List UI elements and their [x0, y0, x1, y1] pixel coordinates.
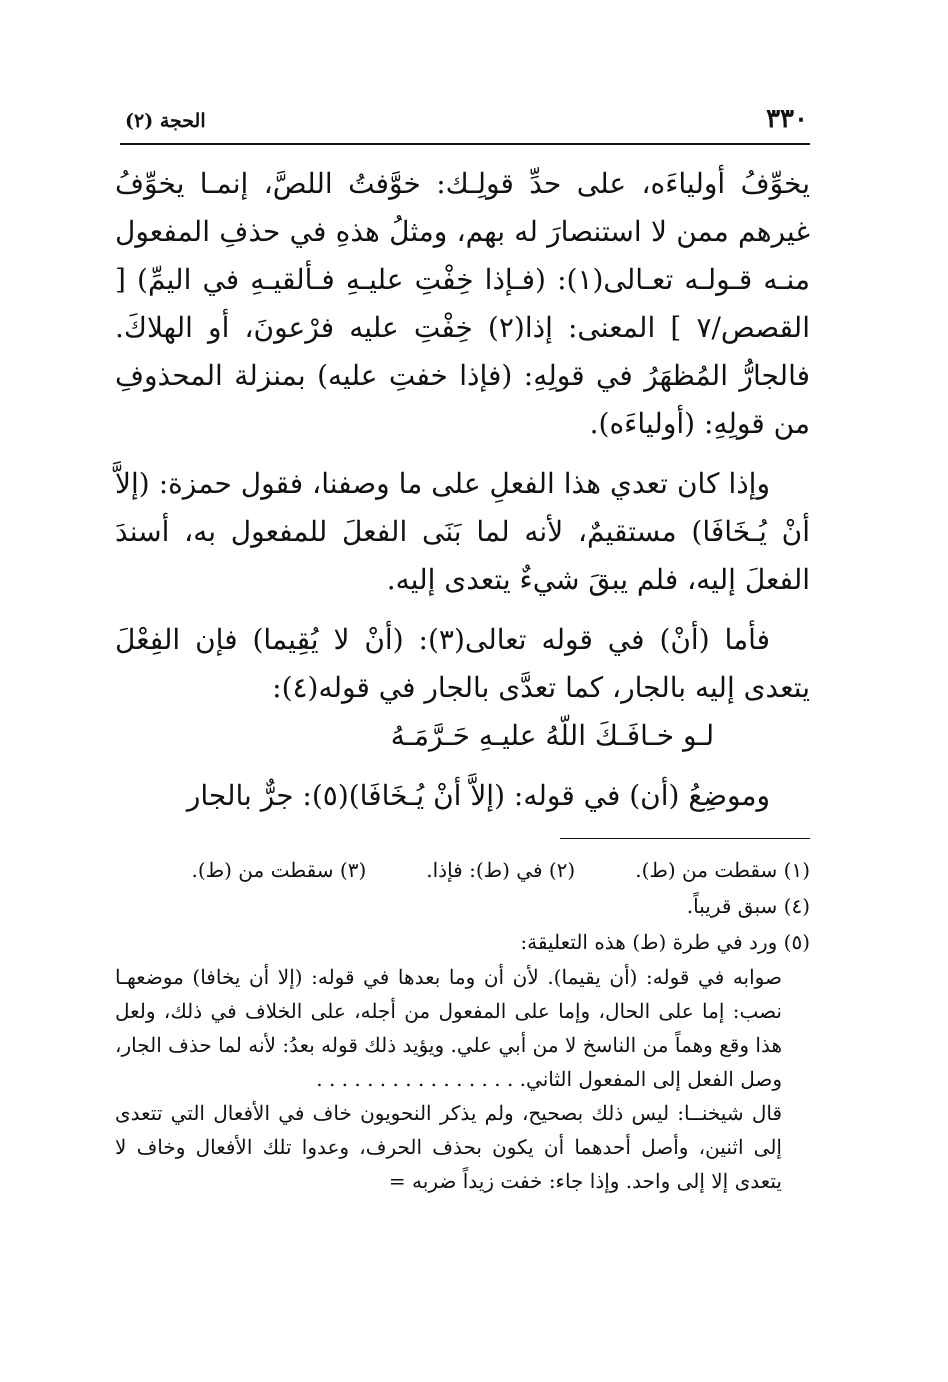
footnote-5-quote-part-2: قال شيخنــا: ليس ذلك بصحيح، ولم يذكر النحويون خاف في الأفعال التي تتعدى إلى اثنين، وأصل أحدهما أن يكون بحذف الحرف، وعدوا تلك الأفعال وخاف لا يتعدى إلا إلى واحد. وإذا جاء: خفت زيداً ضربه =	[115, 1101, 782, 1193]
header-divider	[120, 143, 810, 145]
paragraph-3: فأما (أنْ) في قوله تعالى(٣): (أنْ لا يُقِيما) فإن الفِعْلَ يتعدى إليه بالجار، كما تعدَّى بالجار في قوله(٤):	[115, 623, 810, 704]
footnotes	[115, 852, 810, 1198]
footnote-row	[115, 852, 810, 888]
footnote-2: (٢) في (ط): فإذا.	[426, 858, 576, 882]
main-text	[115, 160, 810, 820]
paragraph-1: يخوِّفُ أولياءَه، على حدِّ قولِـك: خوَّفتُ اللصَّ، إنمـا يخوِّفُ غيرهم ممن لا استنصارَ له بهم، ومثلُ هذهِ في حذفِ المفعول منـه قـولـه تعـالى(١): (فـإذا خِفْتِ عليـهِ فـألقيـهِ في اليمِّ) [ القصص/٧ ] المعنى: إذا(٢) خِفْتِ عليه فرْعونَ، أو الهلاكَ. فالجارُّ المُظهَرُ في قولِهِ: (فإذا خفتِ عليه) بمنزلة المحذوفِ من قولِهِ: (أولياءَه).	[115, 167, 810, 440]
footnote-divider	[560, 838, 810, 839]
poetry-verse: لـو خـافَـكَ اللّهُ عليـهِ حَـرَّمَـهُ	[390, 719, 715, 752]
footnote-1: (١) سقطت من (ط).	[635, 858, 810, 882]
footnote-3: (٣) سقطت من (ط).	[191, 858, 367, 882]
paragraph-4: وموضِعُ (أن) في قوله: (إلاَّ أنْ يُـخَافَا)(٥): جرٌّ بالجار	[186, 779, 770, 812]
footnote-5-quote	[115, 960, 810, 1198]
running-header-title: الحجة (٢)	[125, 110, 206, 132]
footnote-5-quote-part-1: صوابه في قوله: (أن يقيما). لأن أن وما بعدها في قوله: (إلا أن يخافا) موضعهـا نصب: إما على الحال، وإما على المفعول من أجله، على الخلاف في ذلك، ولعل هذا وقع وهماً من الناسخ لا من أبي علي. ويؤيد ذلك قوله بعدُ: لأنه لما حذف الجار، وصل الفعل إلى المفعول الثاني. . . . . . . . . . . . . . . . .	[115, 965, 782, 1091]
footnote-4: (٤) سبق قريباً.	[686, 894, 810, 918]
paragraph-2: وإذا كان تعدي هذا الفعلِ على ما وصفنا، فقول حمزة: (إلاَّ أنْ يُـخَافَا) مستقيمٌ، لأنه لما بَنَى الفعلَ للمفعول به، أسندَ الفعلَ إليه، فلم يبقَ شيءٌ يتعدى إليه.	[115, 467, 810, 596]
page-number: ٣٣٠	[766, 104, 808, 134]
footnote-5: (٥) ورد في طرة (ط) هذه التعليقة:	[520, 930, 810, 954]
